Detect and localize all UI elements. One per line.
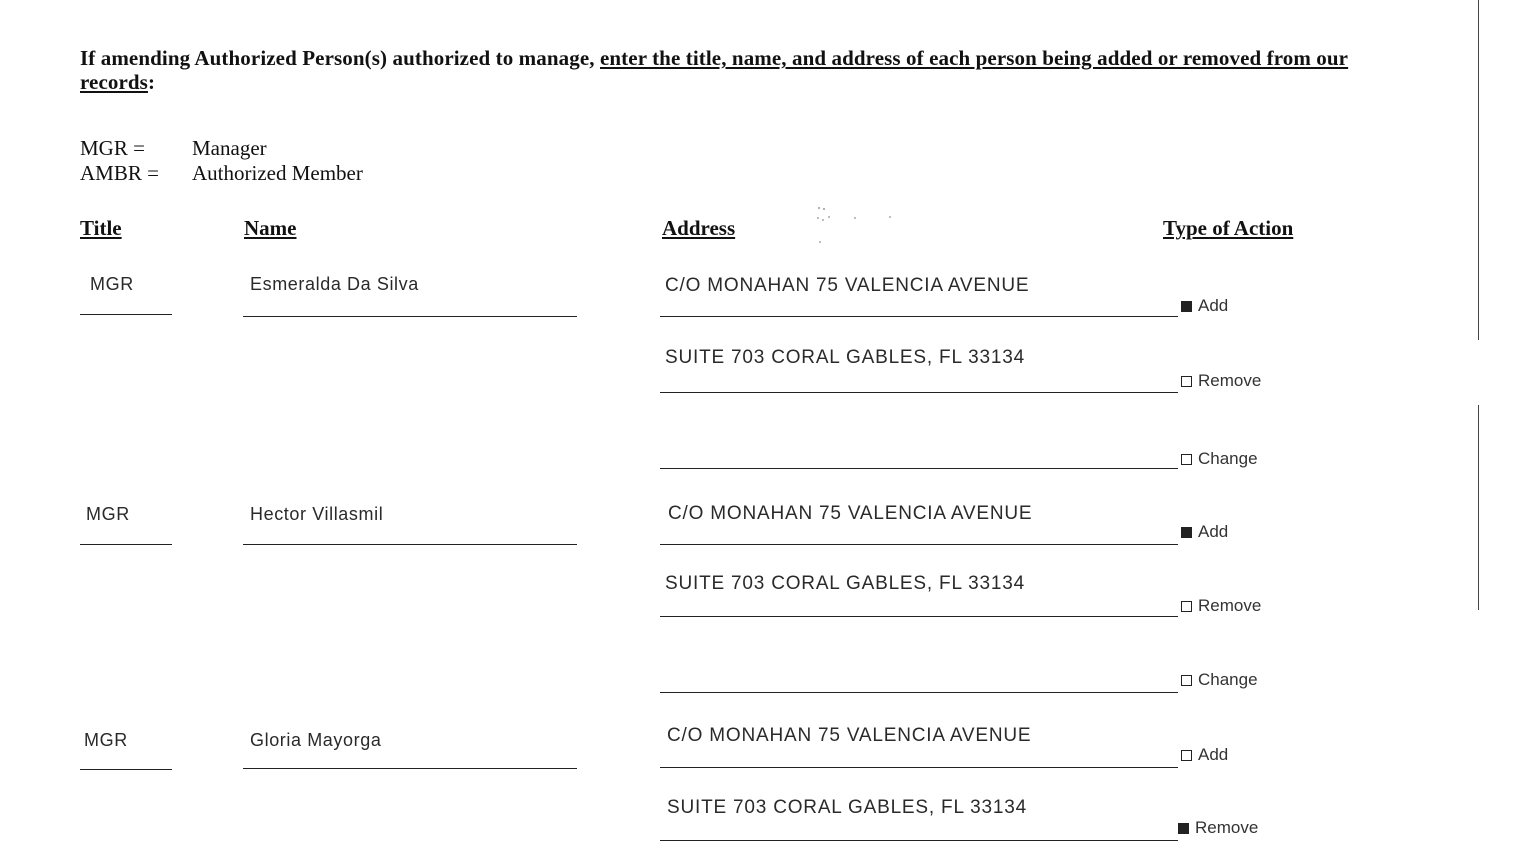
action-change[interactable] xyxy=(1181,670,1258,690)
address-line-1: C/O MONAHAN 75 VALENCIA AVENUE xyxy=(667,725,1032,746)
checkbox-icon[interactable] xyxy=(1181,601,1192,612)
address-underline xyxy=(660,544,1178,545)
address-line-2: SUITE 703 CORAL GABLES, FL 33134 xyxy=(665,573,1026,594)
action-label: Add xyxy=(1198,296,1229,315)
record-title: MGR xyxy=(84,730,128,750)
action-label: Add xyxy=(1198,745,1229,764)
checkbox-checked-icon[interactable] xyxy=(1181,527,1192,538)
legend-meaning: Authorized Member xyxy=(192,161,363,185)
address-underline xyxy=(660,692,1178,693)
scan-edge-line xyxy=(1478,0,1479,340)
header-action: Type of Action xyxy=(1163,216,1294,240)
checkbox-icon[interactable] xyxy=(1181,376,1192,387)
title-underline xyxy=(80,544,172,545)
checkbox-icon[interactable] xyxy=(1181,454,1192,465)
legend-code: AMBR = xyxy=(80,161,159,185)
record-name: Gloria Mayorga xyxy=(250,730,382,750)
title-underline xyxy=(80,769,172,770)
checkbox-icon[interactable] xyxy=(1181,750,1192,761)
legend-row-ambr xyxy=(80,161,363,185)
address-underline xyxy=(660,468,1178,469)
address-underline xyxy=(660,392,1178,393)
action-label: Change xyxy=(1198,449,1258,468)
address-line-1: C/O MONAHAN 75 VALENCIA AVENUE xyxy=(668,503,1033,524)
action-change[interactable] xyxy=(1181,449,1258,469)
checkbox-checked-icon[interactable] xyxy=(1178,823,1189,834)
address-underline xyxy=(660,840,1178,841)
legend-meaning: Manager xyxy=(192,136,267,160)
action-remove[interactable] xyxy=(1181,371,1261,391)
record-title: MGR xyxy=(86,504,130,524)
action-label: Change xyxy=(1198,670,1258,689)
address-line-2: SUITE 703 CORAL GABLES, FL 33134 xyxy=(667,797,1028,818)
address-line-2: SUITE 703 CORAL GABLES, FL 33134 xyxy=(665,347,1026,368)
action-label: Remove xyxy=(1198,596,1262,615)
action-remove[interactable] xyxy=(1181,596,1261,616)
legend-code: MGR = xyxy=(80,136,145,160)
action-add[interactable] xyxy=(1181,745,1228,765)
name-underline xyxy=(243,544,577,545)
scan-edge-line xyxy=(1478,405,1479,610)
action-label: Add xyxy=(1198,522,1229,541)
intro-tail: : xyxy=(147,70,156,94)
header-address: Address xyxy=(662,216,736,240)
action-label: Remove xyxy=(1198,371,1262,390)
address-line-1: C/O MONAHAN 75 VALENCIA AVENUE xyxy=(665,275,1030,296)
intro-paragraph xyxy=(80,46,1370,94)
action-add[interactable] xyxy=(1181,522,1228,542)
action-label: Remove xyxy=(1195,818,1259,837)
header-name: Name xyxy=(244,216,297,240)
legend-row-mgr xyxy=(80,136,267,160)
action-remove[interactable] xyxy=(1178,818,1258,838)
record-title: MGR xyxy=(90,274,134,294)
intro-text: If amending Authorized Person(s) authorized to manage, xyxy=(80,46,600,70)
name-underline xyxy=(243,316,577,317)
scan-noise xyxy=(815,200,915,260)
action-add[interactable] xyxy=(1181,296,1228,316)
name-underline xyxy=(243,768,577,769)
header-title: Title xyxy=(80,216,122,240)
record-name: Esmeralda Da Silva xyxy=(250,274,419,294)
checkbox-checked-icon[interactable] xyxy=(1181,301,1192,312)
checkbox-icon[interactable] xyxy=(1181,675,1192,686)
intro-underlined-text: enter the title, name, and address of each person being added or removed from our records xyxy=(80,46,1349,94)
title-underline xyxy=(80,314,172,315)
record-name: Hector Villasmil xyxy=(250,504,384,524)
address-underline xyxy=(660,767,1178,768)
address-underline xyxy=(660,616,1178,617)
address-underline xyxy=(660,316,1178,317)
